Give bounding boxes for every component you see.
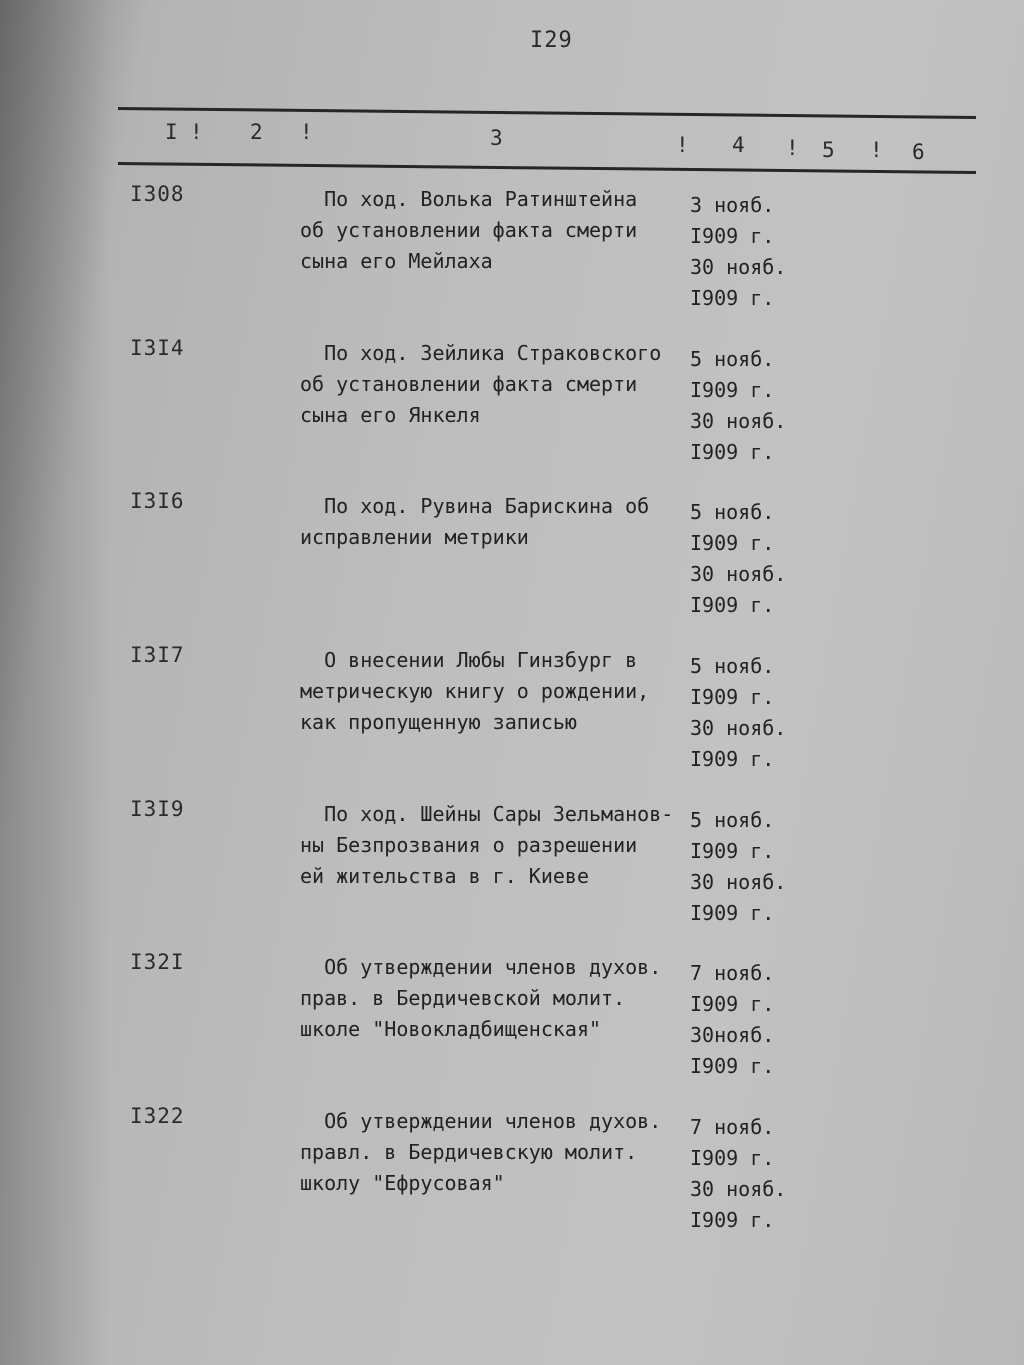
record-entry xyxy=(0,643,1024,793)
record-dates: 7 нояб. I909 г. 30нояб. I909 г. xyxy=(690,961,775,1078)
record-number: I3I7 xyxy=(130,643,185,667)
record-description: Об утверждении членов духов. прав. в Бердичевской молит. школе "Новокладбищенская" xyxy=(300,955,662,1041)
record-number: I308 xyxy=(130,182,185,206)
header-rule-bottom xyxy=(118,162,976,174)
record-dates: 5 нояб. I909 г. 30 нояб. I909 г. xyxy=(690,500,787,617)
record-number: I3I9 xyxy=(130,797,185,821)
record-entry xyxy=(0,489,1024,639)
record-dates: 7 нояб. I909 г. 30 нояб. I909 г. xyxy=(690,1115,787,1232)
column-header-4: 4 xyxy=(732,133,745,157)
record-description: По ход. Шейны Сары Зельманов- ны Безпрозвания о разрешении ей жительства в г. Киеве xyxy=(300,802,674,888)
column-header-1: I xyxy=(165,120,178,144)
record-entry xyxy=(0,950,1024,1100)
record-description: О внесении Любы Гинзбург в метрическую книгу о рождении, как пропущенную записью xyxy=(300,648,650,734)
record-description: Об утверждении членов духов. правл. в Бердичевскую молит. школу "Ефрусовая" xyxy=(300,1109,662,1195)
record-number: I3I4 xyxy=(130,336,185,360)
header-rule-top xyxy=(118,107,976,119)
record-description: По ход. Рувина Барискина об исправлении метрики xyxy=(300,494,650,549)
record-number: I3I6 xyxy=(130,489,185,513)
record-entry xyxy=(0,1104,1024,1254)
column-separator: ! xyxy=(676,133,689,157)
record-dates: 5 нояб. I909 г. 30 нояб. I909 г. xyxy=(690,808,787,925)
column-header-6: 6 xyxy=(912,140,925,164)
record-dates: 5 нояб. I909 г. 30 нояб. I909 г. xyxy=(690,347,787,464)
record-number: I32I xyxy=(130,950,185,974)
record-number: I322 xyxy=(130,1104,185,1128)
page-number: I29 xyxy=(530,28,573,53)
record-description: По ход. Волька Ратинштейна об установлении факта смерти сына его Мейлаха xyxy=(300,187,638,273)
column-header-2: 2 xyxy=(250,120,263,144)
record-dates: 5 нояб. I909 г. 30 нояб. I909 г. xyxy=(690,654,787,771)
record-entry xyxy=(0,182,1024,332)
column-separator: ! xyxy=(870,138,883,162)
record-description: По ход. Зейлика Страковского об установлении факта смерти сына его Янкеля xyxy=(300,341,662,427)
column-separator: ! xyxy=(786,136,799,160)
column-separator: ! xyxy=(190,120,203,144)
record-entry xyxy=(0,797,1024,947)
column-header-5: 5 xyxy=(822,138,835,162)
record-dates: 3 нояб. I909 г. 30 нояб. I909 г. xyxy=(690,193,787,310)
column-header-3: 3 xyxy=(490,126,503,150)
column-separator: ! xyxy=(300,120,313,144)
record-entry xyxy=(0,336,1024,486)
